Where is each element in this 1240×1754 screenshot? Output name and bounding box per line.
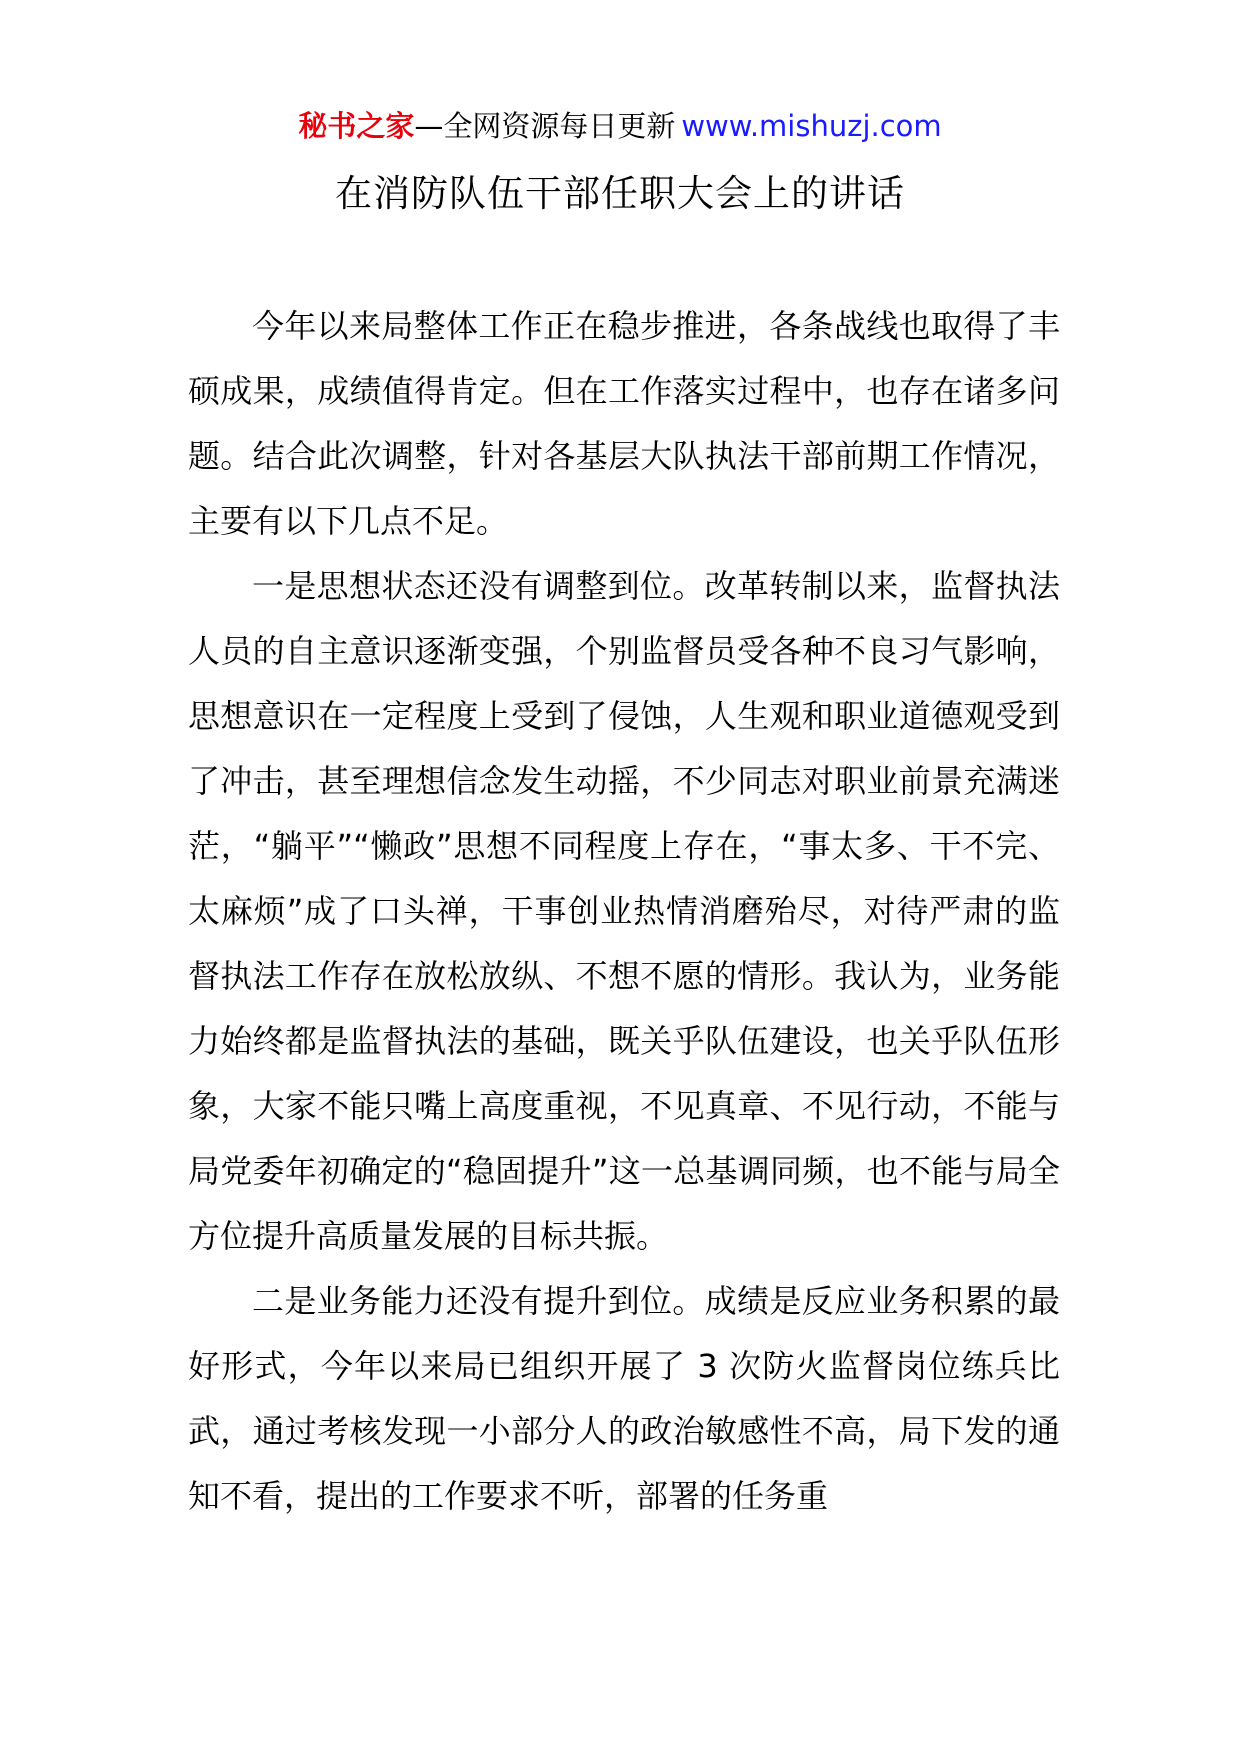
site-url-link[interactable]: www.mishuzj.com: [681, 109, 942, 143]
document-body: [188, 294, 1060, 1529]
paragraph-point-one: 一是思想状态还没有调整到位。改革转制以来，监督执法人员的自主意识逐渐变强，个别监督员受各种不良习气影响，思想意识在一定程度上受到了侵蚀，人生观和职业道德观受到了冲击，甚至理想信念发生动摇，不少同志对职业前景充满迷茫，“躺平”“懒政”思想不同程度上存在，“事太多、干不完、太麻烦”成了口头禅，干事创业热情消磨殆尽，对待严肃的监督执法工作存在放松放纵、不想不愿的情形。我认为，业务能力始终都是监督执法的基础，既关乎队伍建设，也关乎队伍形象，大家不能只嘴上高度重视，不见真章、不见行动，不能与局党委年初确定的“稳固提升”这一总基调同频，也不能与局全方位提升高质量发展的目标共振。: [188, 567, 1060, 1255]
site-slogan: —全网资源每日更新: [414, 109, 676, 143]
site-header: [0, 104, 1240, 148]
site-brand: 秘书之家: [298, 109, 415, 143]
document-title: 在消防队伍干部任职大会上的讲话: [335, 172, 905, 215]
paragraph-point-two: 二是业务能力还没有提升到位。成绩是反应业务积累的最好形式，今年以来局已组织开展了 3 次防火监督岗位练兵比武，通过考核发现一小部分人的政治敏感性不高，局下发的通知不看，提出的工作要求不听，部署的任务重: [188, 1282, 1060, 1515]
paragraph-intro: 今年以来局整体工作正在稳步推进，各条战线也取得了丰硕成果，成绩值得肯定。但在工作落实过程中，也存在诸多问题。结合此次调整，针对各基层大队执法干部前期工作情况，主要有以下几点不足。: [188, 307, 1060, 540]
